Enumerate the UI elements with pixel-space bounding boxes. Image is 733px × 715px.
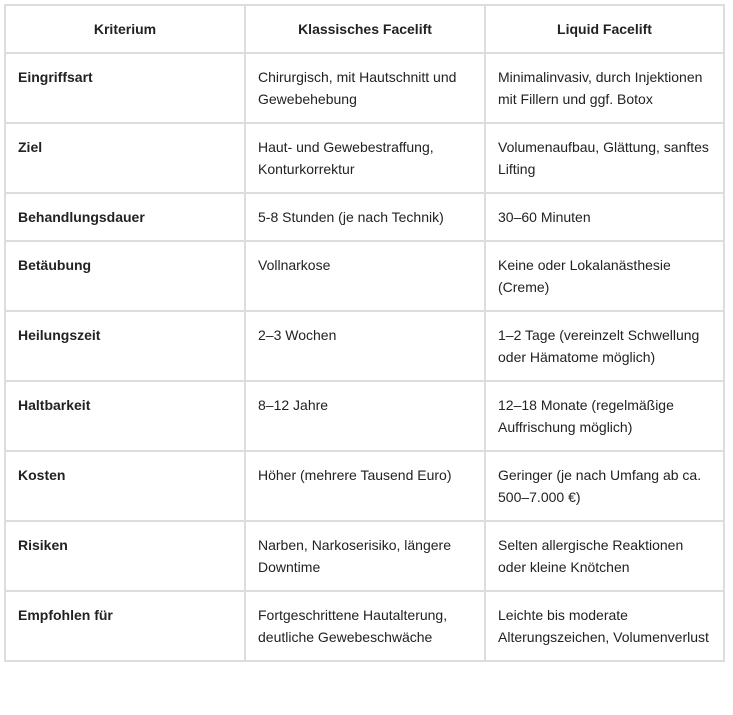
liquid-cell: 30–60 Minuten (485, 193, 724, 241)
classic-cell: Höher (mehrere Tausend Euro) (245, 451, 485, 521)
classic-cell: 2–3 Wochen (245, 311, 485, 381)
table-row (5, 311, 724, 381)
criterion-cell: Ziel (5, 123, 245, 193)
header-liquid-facelift: Liquid Facelift (485, 5, 724, 53)
table-row (5, 521, 724, 591)
table-row (5, 193, 724, 241)
liquid-cell: 1–2 Tage (vereinzelt Schwellung oder Hämatome möglich) (485, 311, 724, 381)
liquid-cell: 12–18 Monate (regelmäßige Auffrischung möglich) (485, 381, 724, 451)
header-kriterium: Kriterium (5, 5, 245, 53)
liquid-cell: Leichte bis moderate Alterungszeichen, Volumenverlust (485, 591, 724, 661)
table-row (5, 123, 724, 193)
criterion-cell: Heilungszeit (5, 311, 245, 381)
classic-cell: Chirurgisch, mit Hautschnitt und Gewebehebung (245, 53, 485, 123)
criterion-cell: Betäubung (5, 241, 245, 311)
liquid-cell: Volumenaufbau, Glättung, sanftes Lifting (485, 123, 724, 193)
comparison-table-wrapper (4, 4, 725, 662)
classic-cell: Narben, Narkoserisiko, längere Downtime (245, 521, 485, 591)
table-row (5, 591, 724, 661)
classic-cell: Haut- und Gewebestraffung, Konturkorrektur (245, 123, 485, 193)
classic-cell: 8–12 Jahre (245, 381, 485, 451)
table-row (5, 381, 724, 451)
criterion-cell: Kosten (5, 451, 245, 521)
table-header (5, 5, 724, 53)
classic-cell: 5-8 Stunden (je nach Technik) (245, 193, 485, 241)
criterion-cell: Eingriffsart (5, 53, 245, 123)
header-klassisches-facelift: Klassisches Facelift (245, 5, 485, 53)
criterion-cell: Haltbarkeit (5, 381, 245, 451)
liquid-cell: Keine oder Lokalanästhesie (Creme) (485, 241, 724, 311)
table-body (5, 53, 724, 661)
criterion-cell: Behandlungsdauer (5, 193, 245, 241)
classic-cell: Vollnarkose (245, 241, 485, 311)
criterion-cell: Risiken (5, 521, 245, 591)
header-row (5, 5, 724, 53)
table-row (5, 241, 724, 311)
liquid-cell: Selten allergische Reaktionen oder kleine Knötchen (485, 521, 724, 591)
criterion-cell: Empfohlen für (5, 591, 245, 661)
liquid-cell: Minimalinvasiv, durch Injektionen mit Fillern und ggf. Botox (485, 53, 724, 123)
liquid-cell: Geringer (je nach Umfang ab ca. 500–7.000 €) (485, 451, 724, 521)
comparison-table (4, 4, 725, 662)
classic-cell: Fortgeschrittene Hautalterung, deutliche Gewebeschwäche (245, 591, 485, 661)
table-row (5, 53, 724, 123)
table-row (5, 451, 724, 521)
